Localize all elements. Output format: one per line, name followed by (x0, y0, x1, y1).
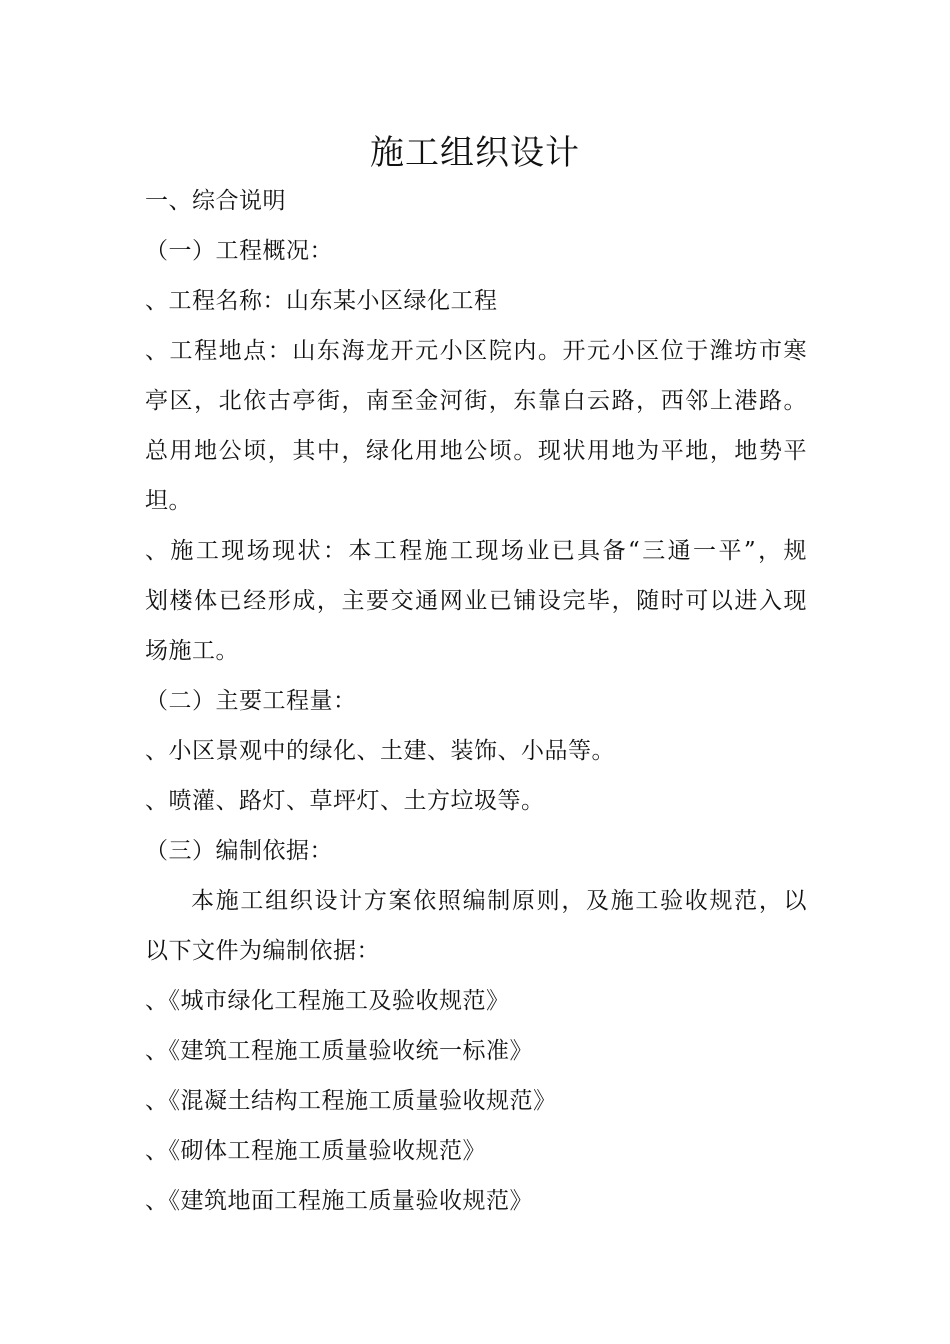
project-location-label: 、工程地点： (145, 338, 293, 364)
paragraph-line: 场施工。 (145, 638, 239, 664)
project-location-text: 山东海龙开元小区院内。开元小区位于潍坊市寒 (292, 338, 808, 364)
site-status-label: 、施工现场现状： (145, 538, 349, 564)
paragraph-line: 亭区，北依古亭街，南至金河街，东靠白云路，西邻上港路。 (145, 388, 807, 414)
document-body (145, 176, 807, 1226)
project-name-label: 、工程名称： (145, 288, 286, 314)
site-status-line (145, 526, 807, 576)
list-item: 、《砌体工程施工质量验收规范》 (145, 1138, 486, 1164)
paragraph-line: 划楼体已经形成，主要交通网业已铺设完毕，随时可以进入现 (145, 588, 807, 614)
list-item: 、小区景观中的绿化、土建、装饰、小品等。 (145, 738, 615, 764)
paragraph-line: 坦。 (145, 488, 192, 514)
paragraph-line: 总用地公顷，其中，绿化用地公顷。现状用地为平地，地势平 (145, 438, 807, 464)
paragraph-line: 以下文件为编制依据： (145, 938, 380, 964)
list-item: 、喷灌、路灯、草坪灯、土方垃圾等。 (145, 788, 545, 814)
paragraph-line: 本施工组织设计方案依照编制原则，及施工验收规范，以 (191, 888, 807, 914)
document-title: 施工组织设计 (370, 133, 580, 173)
project-location-line (145, 326, 807, 376)
list-item: 、《城市绿化工程施工及验收规范》 (145, 988, 510, 1014)
list-item: 、《建筑工程施工质量验收统一标准》 (145, 1038, 533, 1064)
subsection-heading-quantities: （二）主要工程量： (145, 688, 357, 714)
project-name-value: 山东某小区绿化工程 (286, 288, 498, 314)
section-heading: 一、综合说明 (145, 188, 286, 214)
list-item: 、《混凝土结构工程施工质量验收规范》 (145, 1088, 557, 1114)
project-name-line (145, 276, 807, 326)
site-status-text: 本工程施工现场业已具备“三通一平”，规 (348, 538, 807, 564)
subsection-heading-overview: （一）工程概况： (145, 238, 333, 264)
subsection-heading-basis: （三）编制依据： (145, 838, 333, 864)
list-item: 、《建筑地面工程施工质量验收规范》 (145, 1188, 533, 1214)
